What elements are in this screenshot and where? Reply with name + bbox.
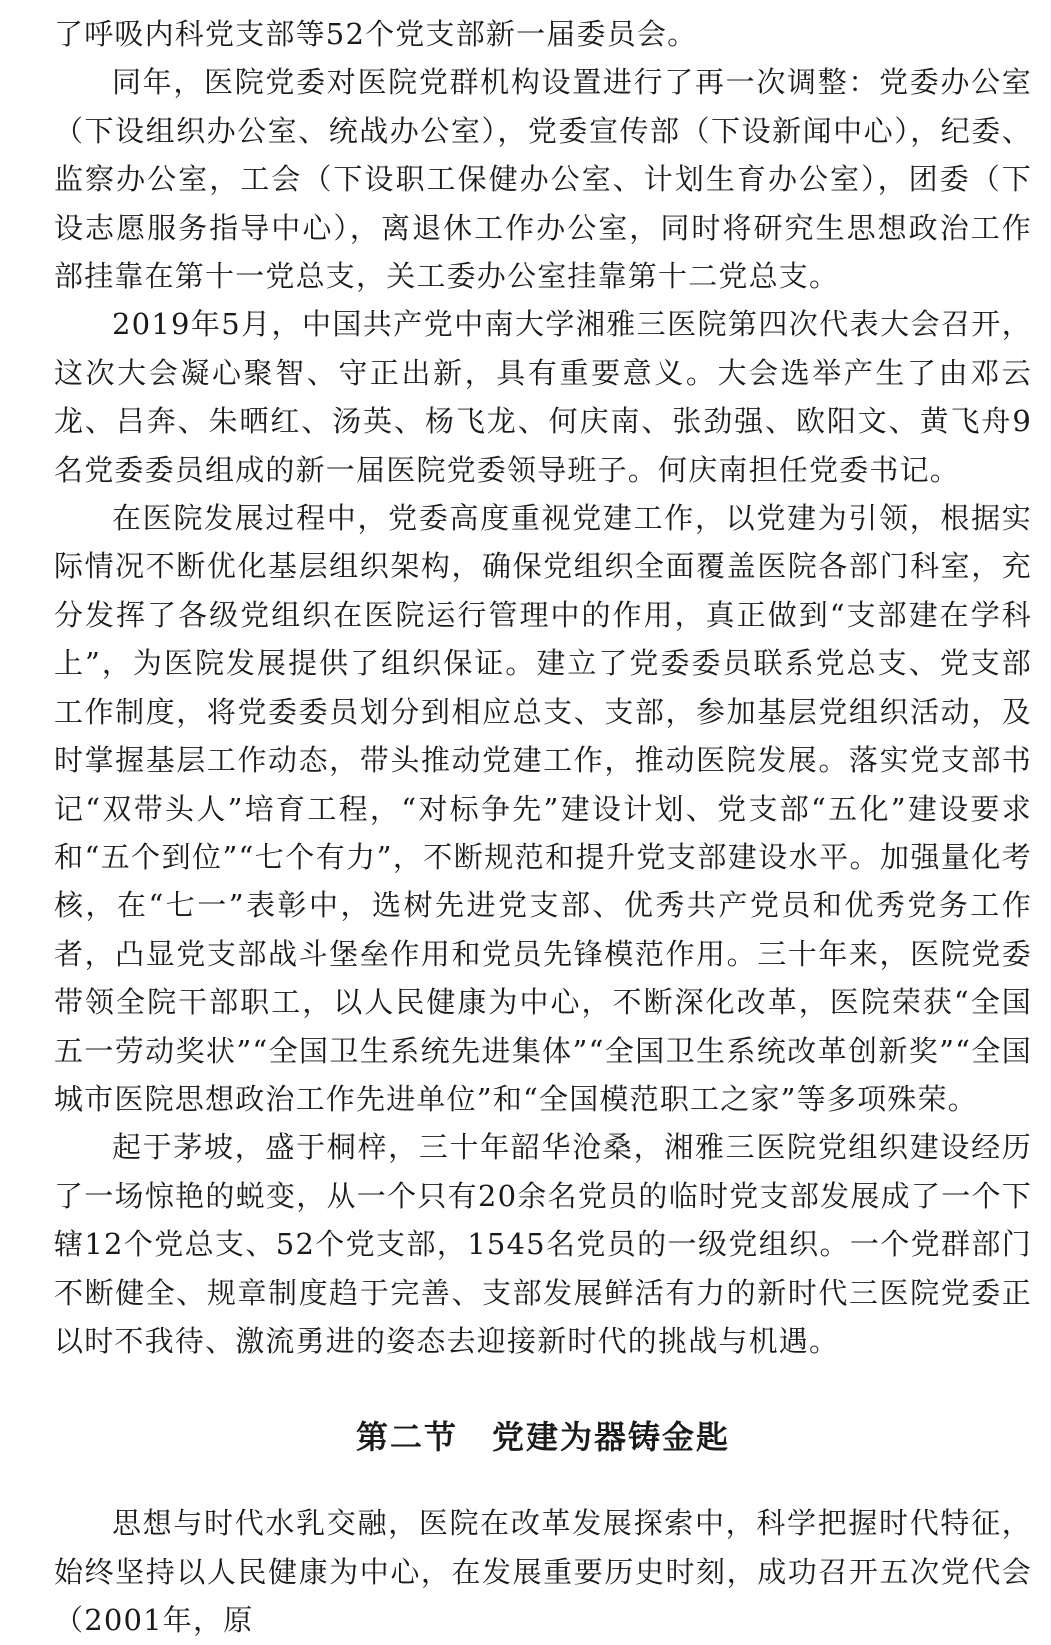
document-page bbox=[54, 0, 1032, 1645]
paragraph-section-intro: 思想与时代水乳交融，医院在改革发展探索中，科学把握时代特征，始终坚持以人民健康为中心，在发展重要历史时刻，成功召开五次党代会（2001年，原 bbox=[54, 1506, 1032, 1638]
paragraph-fourth-congress: 2019年5月，中国共产党中南大学湘雅三医院第四次代表大会召开，这次大会凝心聚智、守正出新，具有重要意义。大会选举产生了由邓云龙、吕奔、朱晒红、汤英、杨飞龙、何庆南、张劲强、欧阳文、黄飞舟9名党委委员组成的新一届医院党委领导班子。何庆南担任党委书记。 bbox=[54, 307, 1032, 487]
section-heading: 第二节 党建为器铸金匙 bbox=[355, 1418, 730, 1457]
paragraph-continued: 了呼吸内科党支部等52个党支部新一届委员会。 bbox=[54, 17, 698, 51]
paragraph-party-building-work: 在医院发展过程中，党委高度重视党建工作，以党建为引领，根据实际情况不断优化基层组织架构，确保党组织全面覆盖医院各部门科室，充分发挥了各级党组织在医院运行管理中的作用，真正做到“支部建在学科上”，为医院发展提供了组织保证。建立了党委委员联系党总支、党支部工作制度，将党委委员划分到相应总支、支部，参加基层党组织活动，及时掌握基层工作动态，带头推动党建工作，推动医院发展。落实党支部书记“双带头人”培育工程，“对标争先”建设计划、党支部“五化”建设要求和“五个到位”“七个有力”，不断规范和提升党支部建设水平。加强量化考核，在“七一”表彰中，选树先进党支部、优秀共产党员和优秀党务工作者，凸显党支部战斗堡垒作用和党员先锋模范作用。三十年来，医院党委带领全院干部职工，以人民健康为中心，不断深化改革，医院荣获“全国五一劳动奖状”“全国卫生系统先进集体”“全国卫生系统改革创新奖”“全国城市医院思想政治工作先进单位”和“全国模范职工之家”等多项殊荣。 bbox=[54, 501, 1032, 1116]
paragraph-party-organization-adjustment: 同年，医院党委对医院党群机构设置进行了再一次调整：党委办公室（下设组织办公室、统战办公室），党委宣传部（下设新闻中心），纪委、监察办公室，工会（下设职工保健办公室、计划生育办公室），团委（下设志愿服务指导中心），离退休工作办公室，同时将研究生思想政治工作部挂靠在第十一党总支，关工委办公室挂靠第十二党总支。 bbox=[54, 65, 1032, 294]
paragraph-thirty-years: 起于茅坡，盛于桐梓，三十年韶华沧桑，湘雅三医院党组织建设经历了一场惊艳的蜕变，从一个只有20余名党员的临时党支部发展成了一个下辖12个党总支、52个党支部，1545名党员的一级党组织。一个党群部门不断健全、规章制度趋于完善、支部发展鲜活有力的新时代三医院党委正以时不我待、激流勇进的姿态去迎接新时代的挑战与机遇。 bbox=[54, 1130, 1032, 1358]
